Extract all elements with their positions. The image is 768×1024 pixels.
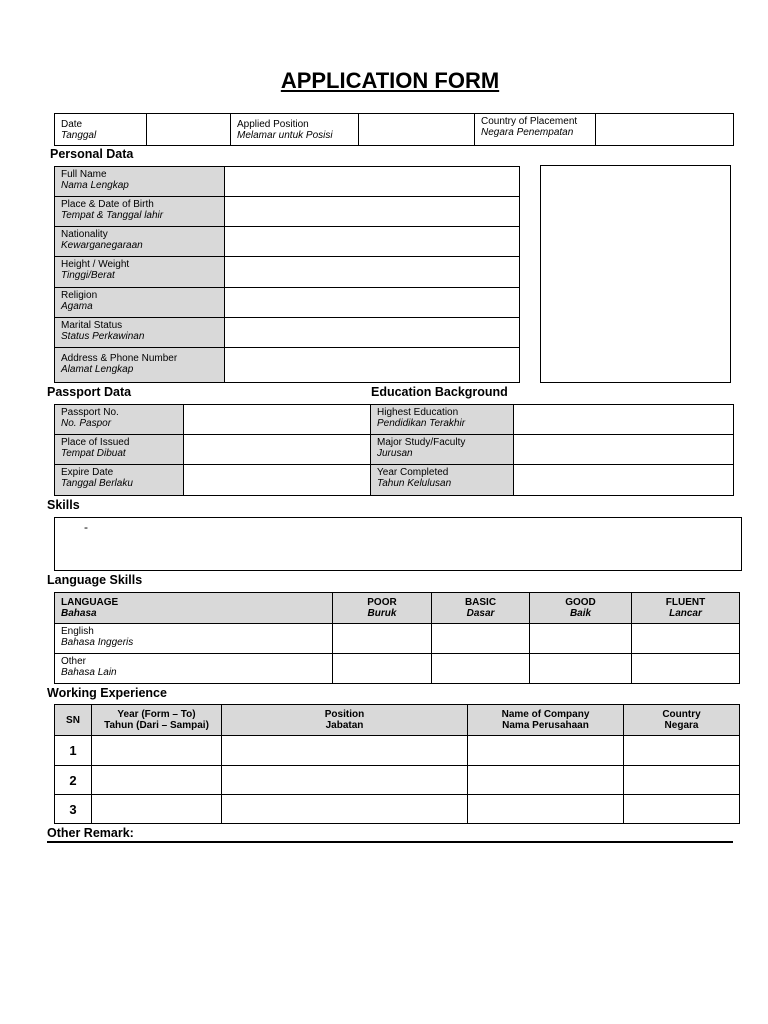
full-name-field[interactable] xyxy=(225,167,520,197)
year-cell[interactable] xyxy=(92,795,222,824)
expire-date-field[interactable] xyxy=(184,465,371,496)
applied-position-field[interactable] xyxy=(359,114,475,146)
passport-education-table xyxy=(54,404,734,496)
other-remark-heading: Other Remark: xyxy=(47,826,134,840)
personal-data-heading: Personal Data xyxy=(50,147,134,161)
education-heading: Education Background xyxy=(371,385,508,399)
working-experience-table xyxy=(54,704,740,824)
height-weight-field[interactable] xyxy=(225,257,520,288)
col-year: Year (Form – To) Tahun (Dari – Sampai) xyxy=(92,705,222,736)
passport-no-label: Passport No. No. Paspor xyxy=(55,405,184,435)
place-issued-field[interactable] xyxy=(184,435,371,465)
col-good: GOOD Baik xyxy=(530,593,632,624)
col-fluent: FLUENT Lancar xyxy=(632,593,740,624)
place-issued-label: Place of Issued Tempat Dibuat xyxy=(55,435,184,465)
religion-label: Religion Agama xyxy=(55,288,225,318)
highest-education-field[interactable] xyxy=(514,405,734,435)
applied-position-label: Applied Position Melamar untuk Posisi xyxy=(231,114,359,146)
address-field[interactable] xyxy=(225,348,520,383)
year-cell[interactable] xyxy=(92,736,222,766)
birth-label: Place & Date of Birth Tempat & Tanggal lahir xyxy=(55,197,225,227)
col-company: Name of Company Nama Perusahaan xyxy=(468,705,624,736)
skills-content: - xyxy=(84,520,88,534)
table-row xyxy=(55,736,740,766)
photo-box[interactable] xyxy=(540,165,731,383)
col-language: LANGUAGE Bahasa xyxy=(55,593,333,624)
table-row xyxy=(55,766,740,795)
country-cell[interactable] xyxy=(624,736,740,766)
working-experience-heading: Working Experience xyxy=(47,686,167,700)
english-good-cell[interactable] xyxy=(530,624,632,654)
position-cell[interactable] xyxy=(222,736,468,766)
english-poor-cell[interactable] xyxy=(333,624,432,654)
highest-education-label: Highest Education Pendidikan Terakhir xyxy=(371,405,514,435)
year-completed-label: Year Completed Tahun Kelulusan xyxy=(371,465,514,496)
country-cell[interactable] xyxy=(624,766,740,795)
row-number: 2 xyxy=(55,766,92,795)
nationality-field[interactable] xyxy=(225,227,520,257)
skills-heading: Skills xyxy=(47,498,80,512)
col-sn: SN xyxy=(55,705,92,736)
top-info-table xyxy=(54,113,734,146)
english-label: English Bahasa Inggeris xyxy=(55,624,333,654)
other-good-cell[interactable] xyxy=(530,654,632,684)
col-position: Position Jabatan xyxy=(222,705,468,736)
marital-status-label: Marital Status Status Perkawinan xyxy=(55,318,225,348)
row-number: 3 xyxy=(55,795,92,824)
col-basic: BASIC Dasar xyxy=(432,593,530,624)
row-number: 1 xyxy=(55,736,92,766)
marital-status-field[interactable] xyxy=(225,318,520,348)
col-poor: POOR Buruk xyxy=(333,593,432,624)
nationality-label: Nationality Kewarganegaraan xyxy=(55,227,225,257)
other-basic-cell[interactable] xyxy=(432,654,530,684)
table-row xyxy=(55,795,740,824)
remark-line[interactable] xyxy=(47,841,733,843)
passport-no-field[interactable] xyxy=(184,405,371,435)
other-fluent-cell[interactable] xyxy=(632,654,740,684)
english-fluent-cell[interactable] xyxy=(632,624,740,654)
expire-date-label: Expire Date Tanggal Berlaku xyxy=(55,465,184,496)
col-country: Country Negara xyxy=(624,705,740,736)
skills-box[interactable] xyxy=(54,517,742,571)
company-cell[interactable] xyxy=(468,766,624,795)
language-skills-table xyxy=(54,592,740,684)
personal-data-table xyxy=(54,166,520,383)
position-cell[interactable] xyxy=(222,795,468,824)
english-basic-cell[interactable] xyxy=(432,624,530,654)
major-study-field[interactable] xyxy=(514,435,734,465)
date-label: Date Tanggal xyxy=(55,114,147,146)
religion-field[interactable] xyxy=(225,288,520,318)
passport-data-heading: Passport Data xyxy=(47,385,132,399)
year-cell[interactable] xyxy=(92,766,222,795)
country-placement-label: Country of Placement Negara Penempatan xyxy=(475,114,596,146)
country-placement-field[interactable] xyxy=(596,114,734,146)
other-poor-cell[interactable] xyxy=(333,654,432,684)
country-cell[interactable] xyxy=(624,795,740,824)
major-study-label: Major Study/Faculty Jurusan xyxy=(371,435,514,465)
language-skills-heading: Language Skills xyxy=(47,573,143,587)
year-completed-field[interactable] xyxy=(514,465,734,496)
birth-field[interactable] xyxy=(225,197,520,227)
height-weight-label: Height / Weight Tinggi/Berat xyxy=(55,257,225,288)
address-label: Address & Phone Number Alamat Lengkap xyxy=(55,348,225,383)
other-language-label: Other Bahasa Lain xyxy=(55,654,333,684)
page-title: APPLICATION FORM xyxy=(280,68,500,93)
full-name-label: Full Name Nama Lengkap xyxy=(55,167,225,197)
position-cell[interactable] xyxy=(222,766,468,795)
company-cell[interactable] xyxy=(468,795,624,824)
date-field[interactable] xyxy=(147,114,231,146)
company-cell[interactable] xyxy=(468,736,624,766)
